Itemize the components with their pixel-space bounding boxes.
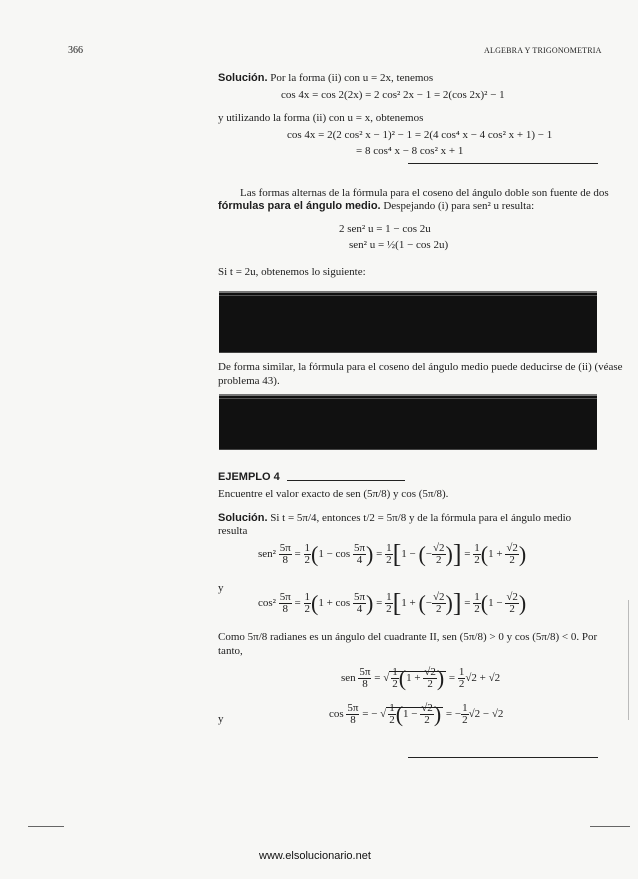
scan-artifact-right-line	[590, 826, 630, 827]
half-angle-para-line2	[218, 200, 534, 212]
end-of-example-rule	[408, 757, 598, 758]
similar-line1: De forma similar, la fórmula para el coseno del ángulo medio puede deducirse de (ii) (véase	[218, 361, 623, 373]
example-solution-text: Si t = 5π/4, entonces t/2 = 5π/8 y de la fórmula para el ángulo medio	[270, 512, 572, 524]
si-t-line: Si t = 2u, obtenemos lo siguiente:	[218, 266, 366, 278]
half-angle-bold-term: fórmulas para el ángulo medio.	[218, 200, 381, 212]
similar-line2: problema 43).	[218, 375, 280, 387]
example-solution-line1	[218, 512, 571, 524]
equation-cos4x-3: = 8 cos⁴ x − 8 cos² x + 1	[356, 145, 464, 157]
connector-y-1: y	[218, 582, 224, 594]
connector-y-2: y	[218, 713, 224, 725]
formula-box-half-angle-sine	[219, 291, 597, 353]
equation-sen2-5pi8: sen² $\frac{5\pi}{8}$ = $\frac{1}{2}$ (1 − cos $\frac{5\pi}{4}$ ) = $\frac{1}{2}$ [1 − (− $\frac{√2}{2}$ )] = $\frac{1}{2}$ (1 + $\frac{√2}{2}$ )	[258, 539, 527, 569]
formula-box-half-angle-cosine	[219, 394, 597, 450]
solution-label: Solución.	[218, 72, 268, 84]
example-solution-line2: resulta	[218, 525, 248, 537]
como-line1: Como 5π/8 radianes es un ángulo del cuadrante II, sen (5π/8) > 0 y cos (5π/8) < 0. Por	[218, 631, 598, 643]
example-prompt: Encuentre el valor exacto de sen (5π/8) y cos (5π/8).	[218, 488, 449, 500]
example-title-rule	[287, 480, 405, 481]
como-line2: tanto,	[218, 645, 243, 657]
scan-artifact-left-line	[28, 826, 64, 827]
equation-cos4x-2: cos 4x = 2(2 cos² x − 1)² − 1 = 2(4 cos⁴ x − 4 cos² x + 1) − 1	[287, 129, 553, 141]
equation-cos2-5pi8: cos² $\frac{5\pi}{8}$ = $\frac{1}{2}$ (1 + cos $\frac{5\pi}{4}$ ) = $\frac{1}{2}$ [1 + (− $\frac{√2}{2}$ )] = $\frac{1}{2}$ (1 − $\frac{√2}{2}$ )	[258, 588, 527, 618]
example-solution-label: Solución.	[218, 512, 268, 524]
example-title: EJEMPLO 4	[218, 471, 280, 483]
half-angle-para-line1: Las formas alternas de la fórmula para el coseno del ángulo doble son fuente de dos	[240, 187, 609, 199]
equation-sen-5pi8: sen $\frac{5\pi}{8}$ = √ $\frac{1}{2}$ (1 + $\frac{√2}{2}$ ) = $\frac{1}{2}$ √2 + √2	[341, 665, 501, 691]
scan-artifact-edge	[628, 600, 629, 720]
running-title: ALGEBRA Y TRIGONOMETRIA	[484, 46, 602, 55]
equation-2sen2u: 2 sen² u = 1 − cos 2u	[339, 223, 431, 235]
solution-text: Por la forma (ii) con u = 2x, tenemos	[270, 72, 434, 84]
end-of-solution-rule	[408, 163, 598, 164]
equation-cos-5pi8: cos $\frac{5\pi}{8}$ = − √ $\frac{1}{2}$ (1 − $\frac{√2}{2}$ ) = − $\frac{1}{2}$ √2 − √2	[329, 701, 504, 727]
footer-url: www.elsolucionario.net	[259, 850, 371, 862]
page-number: 366	[68, 45, 83, 56]
solution-mid-text: y utilizando la forma (ii) con u = x, obtenemos	[218, 112, 424, 124]
solution-paragraph	[218, 72, 433, 84]
half-angle-para-rest: Despejando (i) para sen² u resulta:	[383, 200, 535, 212]
equation-sen2u: sen² u = ½(1 − cos 2u)	[349, 239, 449, 251]
equation-cos4x-1: cos 4x = cos 2(2x) = 2 cos² 2x − 1 = 2(cos 2x)² − 1	[281, 89, 505, 101]
